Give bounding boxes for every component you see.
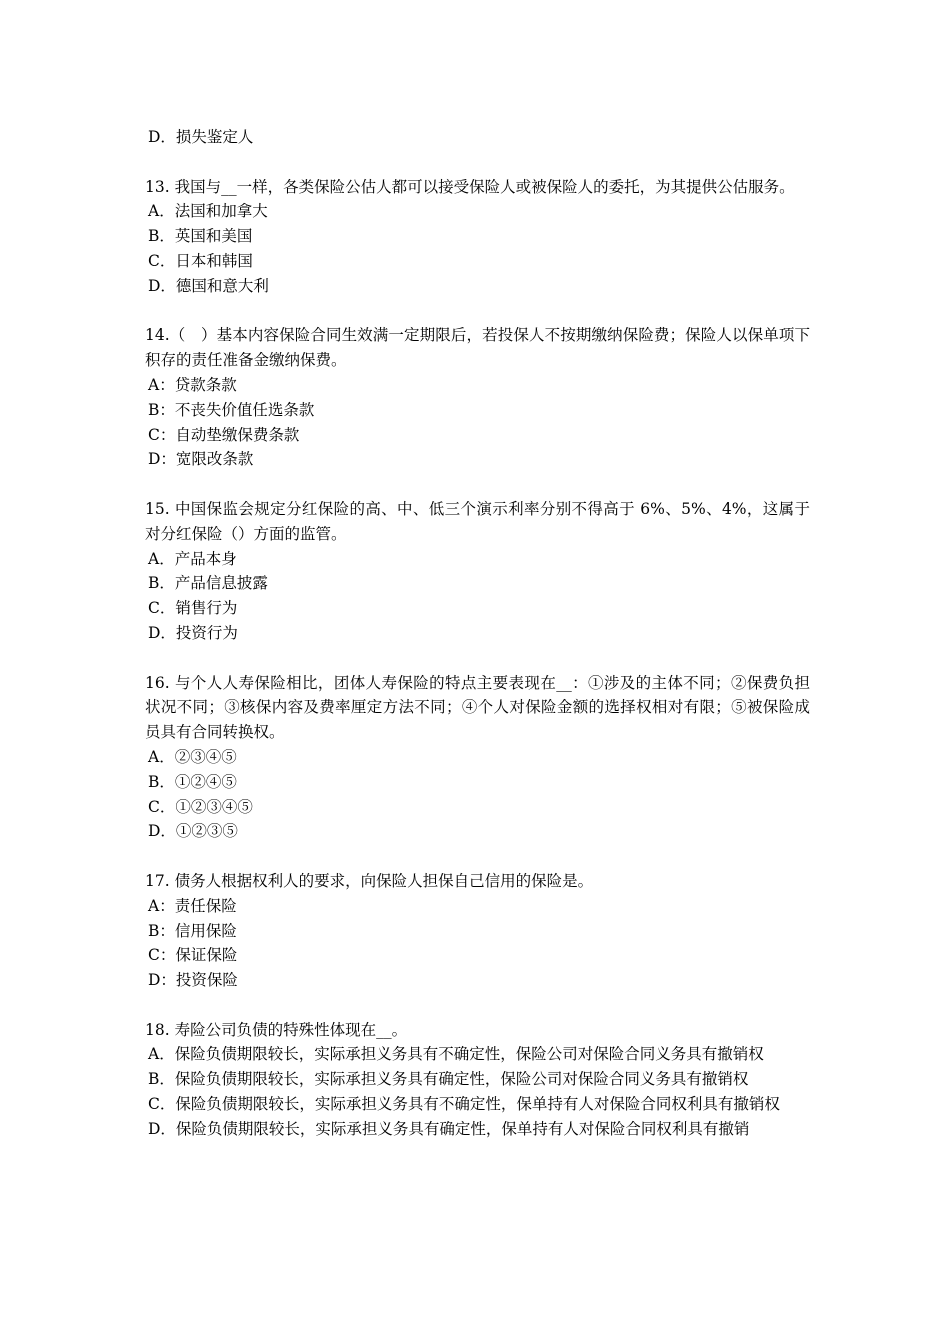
question-block xyxy=(145,175,810,299)
question-block xyxy=(145,671,810,845)
question-option: B．①②④⑤ xyxy=(148,772,237,791)
question-option: D．损失鉴定人 xyxy=(148,128,254,146)
question-stem: 17. 债务人根据权利人的要求，向保险人担保自己信用的保险是。 xyxy=(145,871,594,890)
question-option: A．产品本身 xyxy=(148,549,237,568)
question-option: C．日本和韩国 xyxy=(148,251,253,270)
spacer xyxy=(145,844,810,869)
question-option: A：责任保险 xyxy=(148,896,237,915)
question-stem: 18. 寿险公司负债的特殊性体现在__。 xyxy=(145,1020,408,1039)
question-block xyxy=(145,1018,810,1142)
question-block xyxy=(145,869,810,993)
question-option: B．英国和美国 xyxy=(148,227,253,246)
question-stem: 13. 我国与__一样，各类保险公估人都可以接受保险人或被保险人的委托，为其提供公估服务。 xyxy=(145,177,795,196)
question-option: D：投资保险 xyxy=(148,971,238,990)
question-block xyxy=(145,497,810,646)
question-option: D．德国和意大利 xyxy=(148,276,269,295)
question-option: C．①②③④⑤ xyxy=(148,797,253,816)
question-option: A：贷款条款 xyxy=(148,375,237,394)
question-option: C．保险负债期限较长，实际承担义务具有不确定性，保单持有人对保险合同权利具有撤销权 xyxy=(148,1095,780,1114)
question-stem: 14.（ ）基本内容保险合同生效满一定期限后，若投保人不按期缴纳保险费；保险人以保单项下积存的责任准备金缴纳保费。 xyxy=(145,326,810,370)
spacer xyxy=(145,646,810,671)
question-option: D：宽限改条款 xyxy=(148,450,254,469)
question-option: D．保险负债期限较长，实际承担义务具有确定性，保单持有人对保险合同权利具有撤销 xyxy=(148,1119,750,1138)
question-option: D．①②③⑤ xyxy=(148,822,238,841)
spacer xyxy=(145,150,810,175)
spacer xyxy=(145,993,810,1018)
question-stem: 16. 与个人人寿保险相比，团体人寿保险的特点主要表现在__：①涉及的主体不同；②保费负担状况不同；③核保内容及费率厘定方法不同；④个人对保险金额的选择权相对有限；⑤被保险成员具有合同转换权。 xyxy=(145,673,810,742)
question-option: C：保证保险 xyxy=(148,946,238,965)
question-option: C．销售行为 xyxy=(148,599,238,618)
question-option: B：不丧失价值任选条款 xyxy=(148,400,315,419)
question-option: B．保险负债期限较长，实际承担义务具有确定性，保险公司对保险合同义务具有撤销权 xyxy=(148,1070,749,1089)
question-option: D．投资行为 xyxy=(148,623,238,642)
question-stem: 15. 中国保监会规定分红保险的高、中、低三个演示利率分别不得高于 6%、5%、4%，这属于对分红保险（）方面的监管。 xyxy=(145,499,810,543)
question-option: B：信用保险 xyxy=(148,921,237,940)
spacer xyxy=(145,299,810,324)
question-option: B．产品信息披露 xyxy=(148,574,268,593)
spacer xyxy=(145,472,810,497)
page-content xyxy=(145,125,810,1142)
question-block xyxy=(145,323,810,472)
question-option: A．保险负债期限较长，实际承担义务具有不确定性，保险公司对保险合同义务具有撤销权 xyxy=(148,1045,764,1064)
question-option: A．②③④⑤ xyxy=(148,747,237,766)
question-option: C：自动垫缴保费条款 xyxy=(148,425,300,444)
question-option: A．法国和加拿大 xyxy=(148,202,268,221)
